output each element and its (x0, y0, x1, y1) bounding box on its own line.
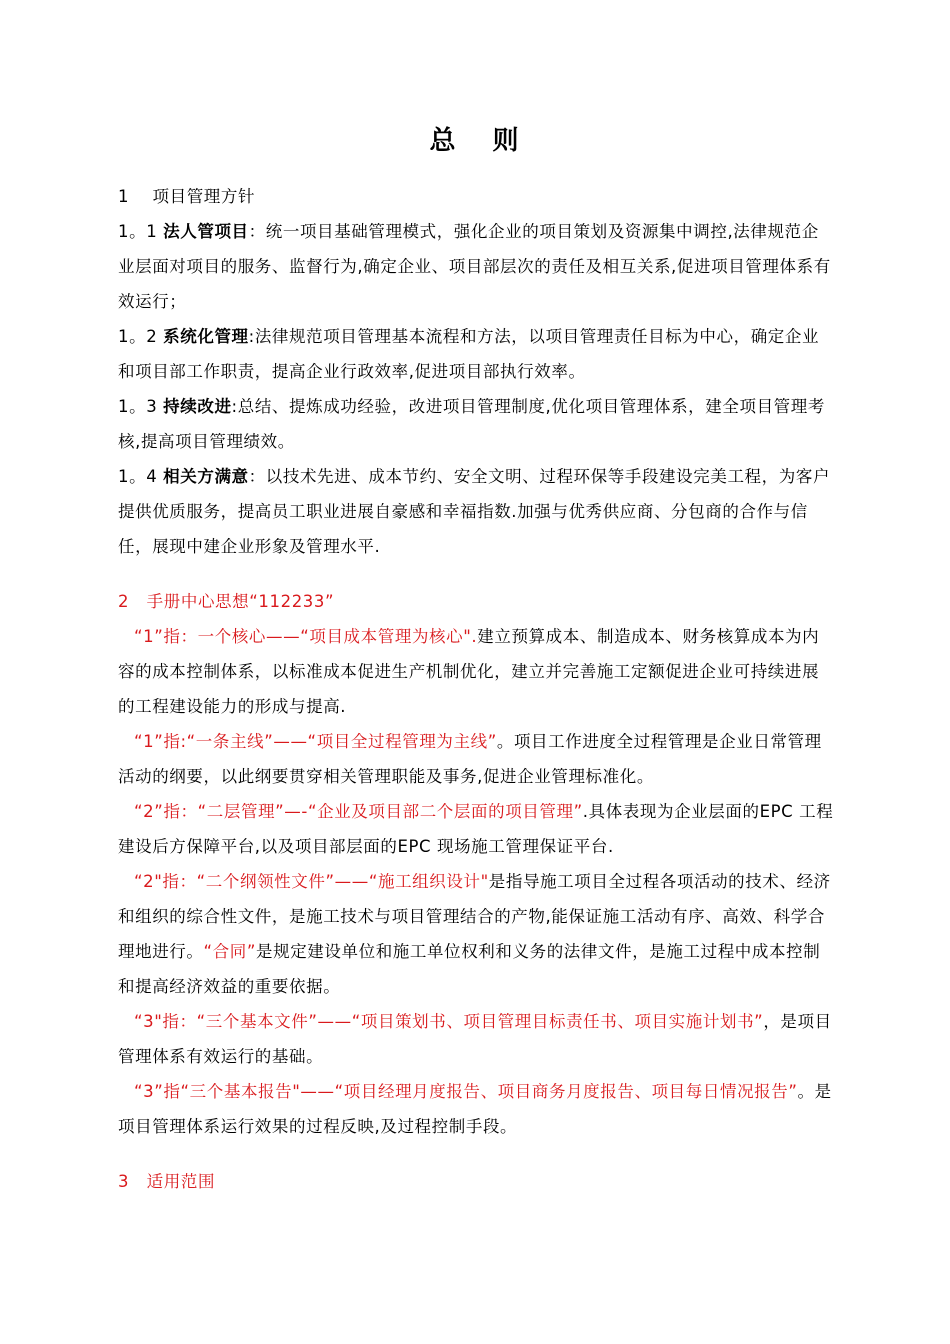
page-title: 总 则 (429, 126, 533, 156)
policy-item-separator: ： (248, 222, 266, 241)
idea-item-3 (118, 794, 834, 864)
idea-item-text: 。项目工作进度全过程管理是企业日常管理活动的纲要，以此纲要贯穿相关管理职能及事务,促进企业管理标准化。 (118, 732, 822, 786)
policy-item-number: 1。1 (118, 222, 164, 241)
idea-item-red-text: “3"指：“三个基本文件”——“项目策划书、项目管理目标责任书、项目实施计划书” (134, 1012, 764, 1031)
section-1-title: 项目管理方针 (152, 187, 256, 206)
idea-item-red-text-2: “合同” (203, 942, 256, 961)
idea-item-red-text: “2”指：“二层管理”—-“企业及项目部二个层面的项目管理” (134, 802, 583, 821)
idea-item-red-text: “1”指:“一条主线”——“项目全过程管理为主线” (134, 732, 497, 751)
section-2-number: 2 (118, 592, 130, 611)
idea-item-5 (118, 1004, 834, 1074)
policy-item-text: 以技术先进、成本节约、安全文明、过程环保等手段建设完美工程，为客户提供优质服务，提高员工职业进展自豪感和幸福指数.加强与优秀供应商、分包商的合作与信任，展现中建企业形象及管理水平. (118, 467, 831, 556)
policy-item-label: 相关方满意 (163, 467, 249, 486)
document-page (118, 120, 834, 1199)
idea-item-text: .具体表现为企业层面的EPC 工程建设后方保障平台,以及项目部层面的EPC 现场施工管理保证平台. (118, 802, 834, 856)
section-1-heading (118, 179, 834, 214)
policy-item-text: 法律规范项目管理基本流程和方法，以项目管理责任目标为中心，确定企业和项目部工作职责，提高企业行政效率,促进项目部执行效率。 (118, 327, 820, 381)
policy-item-text: 总结、提炼成功经验，改进项目管理制度,优化项目管理体系，建全项目管理考核,提高项目管理绩效。 (118, 397, 825, 451)
section-3-number: 3 (118, 1172, 130, 1191)
idea-item-4 (118, 864, 834, 1004)
policy-item-label: 持续改进 (163, 397, 232, 416)
policy-item-1 (118, 214, 834, 319)
policy-item-number: 1。4 (118, 467, 164, 486)
idea-item-text: 是指导施工项目全过程各项活动的技术、经济和组织的综合性文件，是施工技术与项目管理结合的产物,能保证施工活动有序、高效、科学合理地进行。 (118, 872, 831, 961)
idea-item-text: 建立预算成本、制造成本、财务核算成本为内容的成本控制体系，以标准成本促进生产机制优化，建立并完善施工定额促进企业可持续进展的工程建设能力的形成与提高. (118, 627, 820, 716)
policy-item-label: 法人管项目 (163, 222, 249, 241)
idea-item-text-2: 是规定建设单位和施工单位权利和义务的法律文件，是施工过程中成本控制和提高经济效益的重要依据。 (118, 942, 821, 996)
idea-item-red-text: “3”指“三个基本报告"——“项目经理月度报告、项目商务月度报告、项目每日情况报告” (134, 1082, 798, 1101)
idea-item-red-text: “1”指：一个核心——“项目成本管理为核心". (134, 627, 478, 646)
policy-item-label: 系统化管理 (163, 327, 249, 346)
idea-item-text: 。是项目管理体系运行效果的过程反映,及过程控制手段。 (118, 1082, 832, 1136)
policy-item-separator: ： (248, 467, 266, 486)
idea-item-red-text: “2"指：“二个纲领性文件”——“施工组织设计" (134, 872, 489, 891)
idea-item-text: ，是项目管理体系有效运行的基础。 (118, 1012, 832, 1066)
idea-item-1 (118, 619, 834, 724)
policy-item-3 (118, 389, 834, 459)
policy-item-separator: : (231, 397, 238, 416)
section-3-heading (118, 1164, 834, 1199)
policy-item-4 (118, 459, 834, 564)
section-3-title: 适用范围 (146, 1172, 216, 1191)
policy-item-number: 1。2 (118, 327, 164, 346)
policy-item-2 (118, 319, 834, 389)
policy-item-text: 统一项目基础管理模式，强化企业的项目策划及资源集中调控,法律规范企业层面对项目的服务、监督行为,确定企业、项目部层次的责任及相互关系,促进项目管理体系有效运行； (118, 222, 831, 311)
section-2-title: 手册中心思想“112233” (146, 592, 335, 611)
idea-item-2 (118, 724, 834, 794)
idea-item-6 (118, 1074, 834, 1144)
policy-item-number: 1。3 (118, 397, 164, 416)
section-1-number: 1 (118, 187, 130, 206)
section-2-heading (118, 584, 834, 619)
policy-item-separator: : (248, 327, 255, 346)
